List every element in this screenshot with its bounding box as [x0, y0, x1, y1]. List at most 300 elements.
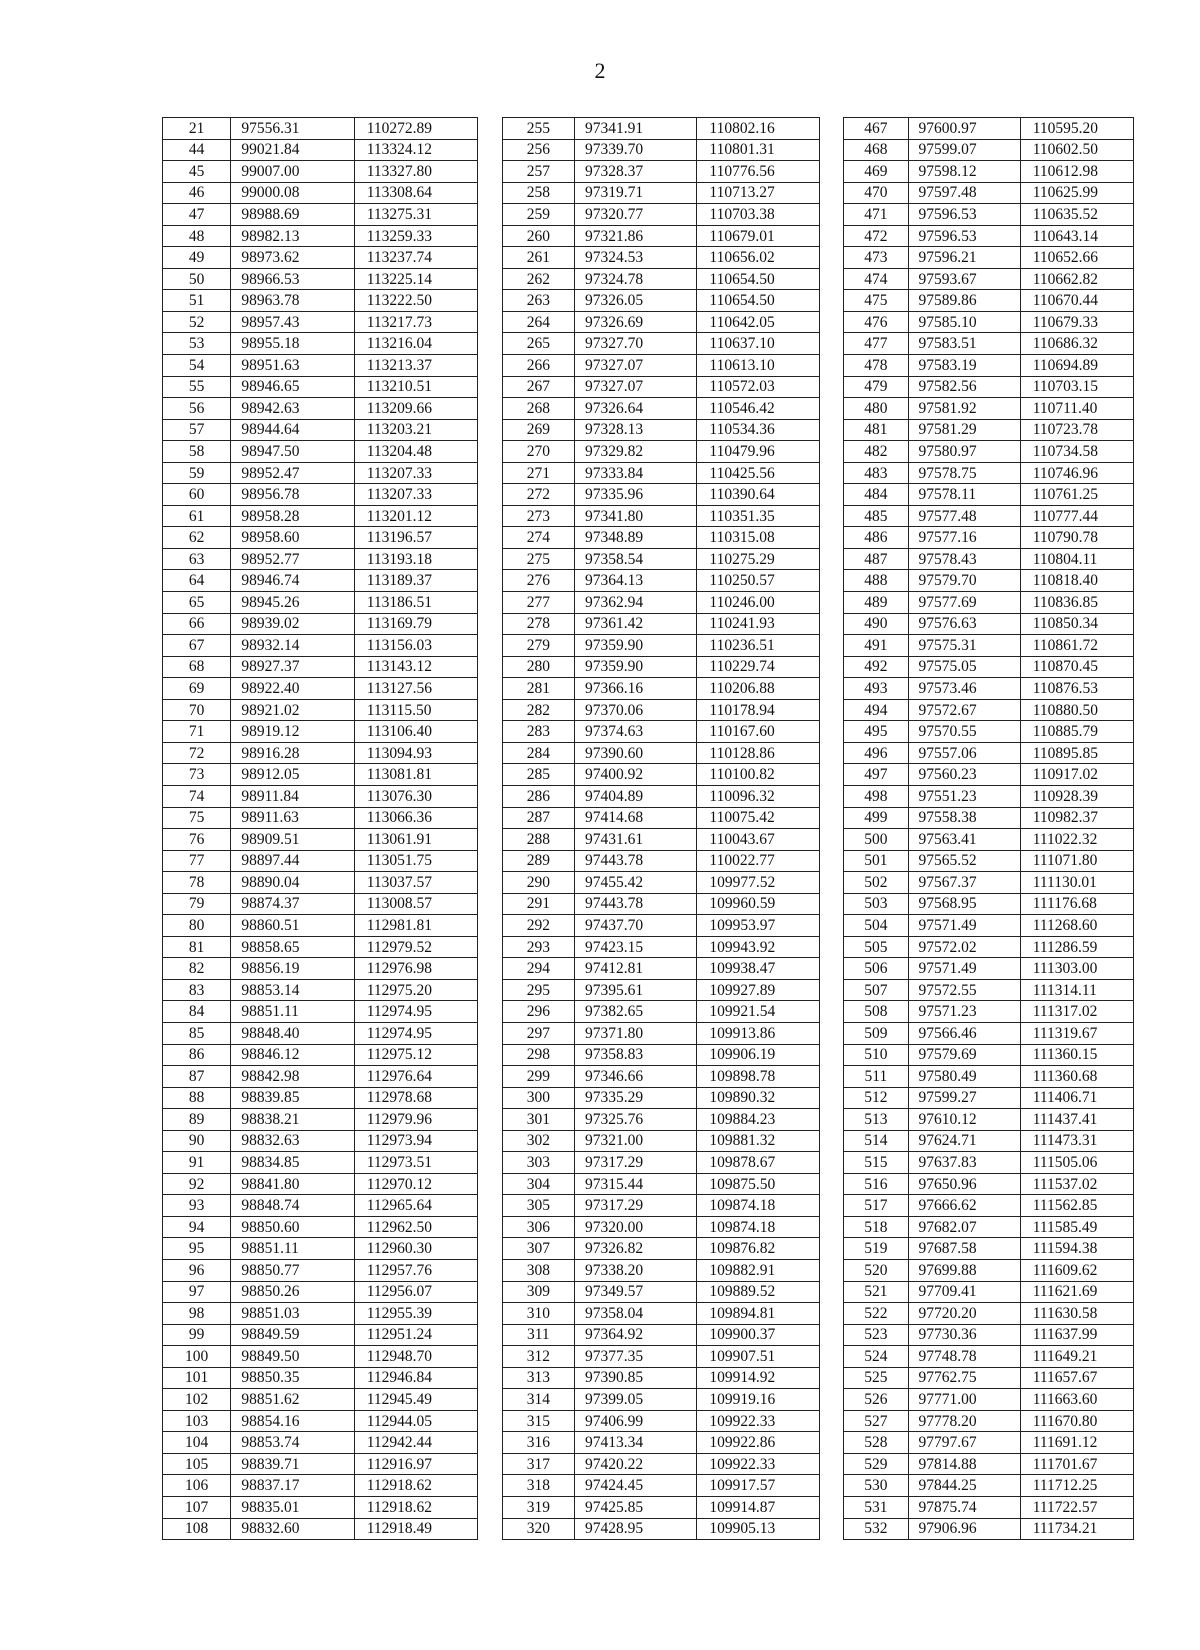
column-group-spacer	[819, 958, 843, 980]
right-y-coordinate-cell: 111657.67	[1020, 1367, 1133, 1389]
table-row	[163, 1410, 1134, 1432]
middle-y-coordinate-cell: 110206.88	[697, 678, 819, 700]
middle-point-number-cell: 289	[502, 850, 574, 872]
right-x-coordinate-cell: 97558.38	[908, 807, 1020, 829]
left-y-coordinate-cell: 113169.79	[354, 613, 477, 635]
left-point-number-cell: 21	[163, 118, 231, 140]
table-row	[163, 1001, 1134, 1023]
right-x-coordinate-cell: 97687.58	[908, 1238, 1020, 1260]
left-x-coordinate-cell: 98839.85	[231, 1087, 354, 1109]
left-y-coordinate-cell: 113209.66	[354, 398, 477, 420]
left-x-coordinate-cell: 98945.26	[231, 592, 354, 614]
middle-y-coordinate-cell: 110100.82	[697, 764, 819, 786]
left-y-coordinate-cell: 113156.03	[354, 635, 477, 657]
middle-y-coordinate-cell: 109906.19	[697, 1044, 819, 1066]
middle-point-number-cell: 308	[502, 1259, 574, 1281]
column-group-spacer	[819, 1259, 843, 1281]
left-x-coordinate-cell: 98958.60	[231, 527, 354, 549]
left-x-coordinate-cell: 98911.84	[231, 785, 354, 807]
left-y-coordinate-cell: 113008.57	[354, 893, 477, 915]
right-y-coordinate-cell: 110804.11	[1020, 548, 1133, 570]
left-point-number-cell: 80	[163, 915, 231, 937]
middle-x-coordinate-cell: 97325.76	[575, 1109, 697, 1131]
right-y-coordinate-cell: 111505.06	[1020, 1152, 1133, 1174]
left-point-number-cell: 77	[163, 850, 231, 872]
middle-x-coordinate-cell: 97341.91	[575, 118, 697, 140]
middle-point-number-cell: 275	[502, 548, 574, 570]
right-point-number-cell: 507	[844, 979, 908, 1001]
table-row	[163, 764, 1134, 786]
column-group-spacer	[819, 118, 843, 140]
middle-point-number-cell: 266	[502, 355, 574, 377]
middle-y-coordinate-cell: 110546.42	[697, 398, 819, 420]
middle-y-coordinate-cell: 109977.52	[697, 872, 819, 894]
middle-x-coordinate-cell: 97437.70	[575, 915, 697, 937]
right-y-coordinate-cell: 110635.52	[1020, 204, 1133, 226]
column-group-spacer	[478, 1389, 502, 1411]
column-group-spacer	[478, 742, 502, 764]
column-group-spacer	[819, 1044, 843, 1066]
right-point-number-cell: 467	[844, 118, 908, 140]
middle-y-coordinate-cell: 109898.78	[697, 1066, 819, 1088]
left-y-coordinate-cell: 113308.64	[354, 182, 477, 204]
right-x-coordinate-cell: 97596.53	[908, 204, 1020, 226]
middle-x-coordinate-cell: 97359.90	[575, 635, 697, 657]
left-x-coordinate-cell: 98911.63	[231, 807, 354, 829]
right-y-coordinate-cell: 110982.37	[1020, 807, 1133, 829]
left-x-coordinate-cell: 98897.44	[231, 850, 354, 872]
middle-x-coordinate-cell: 97443.78	[575, 893, 697, 915]
middle-x-coordinate-cell: 97455.42	[575, 872, 697, 894]
right-x-coordinate-cell: 97565.52	[908, 850, 1020, 872]
middle-point-number-cell: 283	[502, 721, 574, 743]
left-x-coordinate-cell: 98952.77	[231, 548, 354, 570]
middle-y-coordinate-cell: 109922.33	[697, 1453, 819, 1475]
right-y-coordinate-cell: 111712.25	[1020, 1475, 1133, 1497]
right-x-coordinate-cell: 97578.75	[908, 462, 1020, 484]
right-x-coordinate-cell: 97576.63	[908, 613, 1020, 635]
right-point-number-cell: 501	[844, 850, 908, 872]
right-y-coordinate-cell: 111663.60	[1020, 1389, 1133, 1411]
right-point-number-cell: 485	[844, 505, 908, 527]
left-y-coordinate-cell: 112918.62	[354, 1497, 477, 1519]
left-y-coordinate-cell: 112957.76	[354, 1259, 477, 1281]
column-group-spacer	[478, 936, 502, 958]
table-row	[163, 1087, 1134, 1109]
middle-x-coordinate-cell: 97333.84	[575, 462, 697, 484]
right-x-coordinate-cell: 97577.48	[908, 505, 1020, 527]
right-point-number-cell: 478	[844, 355, 908, 377]
right-point-number-cell: 503	[844, 893, 908, 915]
right-y-coordinate-cell: 110686.32	[1020, 333, 1133, 355]
right-y-coordinate-cell: 110694.89	[1020, 355, 1133, 377]
middle-point-number-cell: 315	[502, 1410, 574, 1432]
middle-x-coordinate-cell: 97326.64	[575, 398, 697, 420]
middle-y-coordinate-cell: 109919.16	[697, 1389, 819, 1411]
column-group-spacer	[819, 462, 843, 484]
middle-y-coordinate-cell: 109922.33	[697, 1410, 819, 1432]
middle-x-coordinate-cell: 97366.16	[575, 678, 697, 700]
table-row	[163, 785, 1134, 807]
middle-point-number-cell: 276	[502, 570, 574, 592]
left-y-coordinate-cell: 112965.64	[354, 1195, 477, 1217]
left-point-number-cell: 101	[163, 1367, 231, 1389]
right-point-number-cell: 495	[844, 721, 908, 743]
left-point-number-cell: 60	[163, 484, 231, 506]
middle-x-coordinate-cell: 97371.80	[575, 1022, 697, 1044]
column-group-spacer	[478, 656, 502, 678]
table-row	[163, 484, 1134, 506]
middle-y-coordinate-cell: 110679.01	[697, 225, 819, 247]
column-group-spacer	[478, 161, 502, 183]
right-y-coordinate-cell: 110703.15	[1020, 376, 1133, 398]
left-x-coordinate-cell: 98850.35	[231, 1367, 354, 1389]
middle-point-number-cell: 255	[502, 118, 574, 140]
middle-y-coordinate-cell: 110572.03	[697, 376, 819, 398]
middle-x-coordinate-cell: 97420.22	[575, 1453, 697, 1475]
right-point-number-cell: 516	[844, 1173, 908, 1195]
middle-x-coordinate-cell: 97362.94	[575, 592, 697, 614]
right-point-number-cell: 498	[844, 785, 908, 807]
right-y-coordinate-cell: 111649.21	[1020, 1346, 1133, 1368]
middle-point-number-cell: 320	[502, 1518, 574, 1540]
coordinates-table-body	[163, 118, 1134, 1540]
column-group-spacer	[478, 592, 502, 614]
left-x-coordinate-cell: 98846.12	[231, 1044, 354, 1066]
column-group-spacer	[478, 915, 502, 937]
column-group-spacer	[478, 1281, 502, 1303]
left-y-coordinate-cell: 112975.20	[354, 979, 477, 1001]
middle-point-number-cell: 270	[502, 441, 574, 463]
right-x-coordinate-cell: 97730.36	[908, 1324, 1020, 1346]
middle-point-number-cell: 304	[502, 1173, 574, 1195]
left-y-coordinate-cell: 113204.48	[354, 441, 477, 463]
right-y-coordinate-cell: 111286.59	[1020, 936, 1133, 958]
column-group-spacer	[819, 656, 843, 678]
left-y-coordinate-cell: 112973.51	[354, 1152, 477, 1174]
column-group-spacer	[478, 613, 502, 635]
column-group-spacer	[478, 247, 502, 269]
middle-point-number-cell: 310	[502, 1303, 574, 1325]
left-y-coordinate-cell: 113324.12	[354, 139, 477, 161]
left-point-number-cell: 82	[163, 958, 231, 980]
column-group-spacer	[819, 1195, 843, 1217]
left-x-coordinate-cell: 98912.05	[231, 764, 354, 786]
left-x-coordinate-cell: 98946.65	[231, 376, 354, 398]
right-x-coordinate-cell: 97650.96	[908, 1173, 1020, 1195]
middle-point-number-cell: 258	[502, 182, 574, 204]
middle-x-coordinate-cell: 97346.66	[575, 1066, 697, 1088]
column-group-spacer	[819, 1109, 843, 1131]
column-group-spacer	[819, 139, 843, 161]
right-y-coordinate-cell: 110917.02	[1020, 764, 1133, 786]
right-point-number-cell: 491	[844, 635, 908, 657]
middle-y-coordinate-cell: 109890.32	[697, 1087, 819, 1109]
middle-x-coordinate-cell: 97326.69	[575, 311, 697, 333]
right-point-number-cell: 505	[844, 936, 908, 958]
left-point-number-cell: 46	[163, 182, 231, 204]
table-row	[163, 721, 1134, 743]
right-y-coordinate-cell: 110643.14	[1020, 225, 1133, 247]
table-row	[163, 829, 1134, 851]
right-y-coordinate-cell: 110928.39	[1020, 785, 1133, 807]
middle-x-coordinate-cell: 97328.37	[575, 161, 697, 183]
left-point-number-cell: 74	[163, 785, 231, 807]
left-point-number-cell: 69	[163, 678, 231, 700]
left-y-coordinate-cell: 113222.50	[354, 290, 477, 312]
right-point-number-cell: 512	[844, 1087, 908, 1109]
left-point-number-cell: 72	[163, 742, 231, 764]
middle-point-number-cell: 263	[502, 290, 574, 312]
middle-y-coordinate-cell: 109914.87	[697, 1497, 819, 1519]
right-y-coordinate-cell: 111437.41	[1020, 1109, 1133, 1131]
middle-x-coordinate-cell: 97399.05	[575, 1389, 697, 1411]
middle-y-coordinate-cell: 110479.96	[697, 441, 819, 463]
middle-y-coordinate-cell: 109878.67	[697, 1152, 819, 1174]
left-x-coordinate-cell: 98922.40	[231, 678, 354, 700]
left-y-coordinate-cell: 113106.40	[354, 721, 477, 743]
column-group-spacer	[819, 268, 843, 290]
middle-y-coordinate-cell: 109905.13	[697, 1518, 819, 1540]
column-group-spacer	[478, 1066, 502, 1088]
middle-x-coordinate-cell: 97358.04	[575, 1303, 697, 1325]
middle-point-number-cell: 282	[502, 699, 574, 721]
column-group-spacer	[478, 1453, 502, 1475]
middle-point-number-cell: 259	[502, 204, 574, 226]
column-group-spacer	[478, 311, 502, 333]
table-row	[163, 1259, 1134, 1281]
left-x-coordinate-cell: 98956.78	[231, 484, 354, 506]
right-y-coordinate-cell: 111360.15	[1020, 1044, 1133, 1066]
right-y-coordinate-cell: 110612.98	[1020, 161, 1133, 183]
left-x-coordinate-cell: 98957.43	[231, 311, 354, 333]
table-row	[163, 1367, 1134, 1389]
right-point-number-cell: 472	[844, 225, 908, 247]
right-y-coordinate-cell: 111691.12	[1020, 1432, 1133, 1454]
left-x-coordinate-cell: 98944.64	[231, 419, 354, 441]
right-x-coordinate-cell: 97563.41	[908, 829, 1020, 851]
column-group-spacer	[819, 441, 843, 463]
left-y-coordinate-cell: 112948.70	[354, 1346, 477, 1368]
table-row	[163, 1216, 1134, 1238]
middle-y-coordinate-cell: 110022.77	[697, 850, 819, 872]
middle-y-coordinate-cell: 110351.35	[697, 505, 819, 527]
middle-x-coordinate-cell: 97321.00	[575, 1130, 697, 1152]
middle-x-coordinate-cell: 97423.15	[575, 936, 697, 958]
right-y-coordinate-cell: 110734.58	[1020, 441, 1133, 463]
column-group-spacer	[819, 484, 843, 506]
left-x-coordinate-cell: 98853.14	[231, 979, 354, 1001]
middle-x-coordinate-cell: 97329.82	[575, 441, 697, 463]
middle-y-coordinate-cell: 109953.97	[697, 915, 819, 937]
right-y-coordinate-cell: 111176.68	[1020, 893, 1133, 915]
right-x-coordinate-cell: 97572.02	[908, 936, 1020, 958]
left-y-coordinate-cell: 113207.33	[354, 484, 477, 506]
right-x-coordinate-cell: 97575.31	[908, 635, 1020, 657]
right-x-coordinate-cell: 97579.69	[908, 1044, 1020, 1066]
right-point-number-cell: 476	[844, 311, 908, 333]
left-y-coordinate-cell: 113037.57	[354, 872, 477, 894]
middle-x-coordinate-cell: 97431.61	[575, 829, 697, 851]
right-y-coordinate-cell: 111562.85	[1020, 1195, 1133, 1217]
middle-point-number-cell: 260	[502, 225, 574, 247]
left-y-coordinate-cell: 112945.49	[354, 1389, 477, 1411]
middle-point-number-cell: 257	[502, 161, 574, 183]
left-y-coordinate-cell: 113061.91	[354, 829, 477, 851]
left-x-coordinate-cell: 98982.13	[231, 225, 354, 247]
table-row	[163, 161, 1134, 183]
right-point-number-cell: 468	[844, 139, 908, 161]
left-y-coordinate-cell: 112955.39	[354, 1303, 477, 1325]
column-group-spacer	[478, 1001, 502, 1023]
right-x-coordinate-cell: 97568.95	[908, 893, 1020, 915]
right-x-coordinate-cell: 97637.83	[908, 1152, 1020, 1174]
right-y-coordinate-cell: 110723.78	[1020, 419, 1133, 441]
left-point-number-cell: 64	[163, 570, 231, 592]
middle-point-number-cell: 293	[502, 936, 574, 958]
left-y-coordinate-cell: 113189.37	[354, 570, 477, 592]
middle-point-number-cell: 267	[502, 376, 574, 398]
left-point-number-cell: 102	[163, 1389, 231, 1411]
right-x-coordinate-cell: 97597.48	[908, 182, 1020, 204]
left-point-number-cell: 56	[163, 398, 231, 420]
middle-y-coordinate-cell: 109907.51	[697, 1346, 819, 1368]
column-group-spacer	[478, 570, 502, 592]
right-point-number-cell: 492	[844, 656, 908, 678]
left-x-coordinate-cell: 98851.03	[231, 1303, 354, 1325]
middle-x-coordinate-cell: 97327.07	[575, 376, 697, 398]
middle-x-coordinate-cell: 97321.86	[575, 225, 697, 247]
right-y-coordinate-cell: 110818.40	[1020, 570, 1133, 592]
left-x-coordinate-cell: 97556.31	[231, 118, 354, 140]
middle-point-number-cell: 278	[502, 613, 574, 635]
right-x-coordinate-cell: 97762.75	[908, 1367, 1020, 1389]
column-group-spacer	[478, 1152, 502, 1174]
middle-x-coordinate-cell: 97404.89	[575, 785, 697, 807]
table-row	[163, 247, 1134, 269]
right-point-number-cell: 500	[844, 829, 908, 851]
column-group-spacer	[478, 1346, 502, 1368]
right-y-coordinate-cell: 111317.02	[1020, 1001, 1133, 1023]
table-row	[163, 376, 1134, 398]
left-x-coordinate-cell: 98850.77	[231, 1259, 354, 1281]
right-x-coordinate-cell: 97748.78	[908, 1346, 1020, 1368]
left-point-number-cell: 53	[163, 333, 231, 355]
column-group-spacer	[819, 936, 843, 958]
right-x-coordinate-cell: 97585.10	[908, 311, 1020, 333]
left-x-coordinate-cell: 98848.74	[231, 1195, 354, 1217]
middle-point-number-cell: 265	[502, 333, 574, 355]
column-group-spacer	[819, 570, 843, 592]
column-group-spacer	[478, 548, 502, 570]
left-x-coordinate-cell: 98850.60	[231, 1216, 354, 1238]
middle-y-coordinate-cell: 109917.57	[697, 1475, 819, 1497]
right-y-coordinate-cell: 110595.20	[1020, 118, 1133, 140]
right-x-coordinate-cell: 97589.86	[908, 290, 1020, 312]
column-group-spacer	[819, 161, 843, 183]
right-y-coordinate-cell: 110662.82	[1020, 268, 1133, 290]
middle-point-number-cell: 268	[502, 398, 574, 420]
right-y-coordinate-cell: 110679.33	[1020, 311, 1133, 333]
right-x-coordinate-cell: 97699.88	[908, 1259, 1020, 1281]
right-y-coordinate-cell: 111022.32	[1020, 829, 1133, 851]
middle-point-number-cell: 299	[502, 1066, 574, 1088]
left-point-number-cell: 50	[163, 268, 231, 290]
table-row	[163, 613, 1134, 635]
left-y-coordinate-cell: 112962.50	[354, 1216, 477, 1238]
column-group-spacer	[819, 742, 843, 764]
middle-y-coordinate-cell: 110425.56	[697, 462, 819, 484]
middle-x-coordinate-cell: 97390.85	[575, 1367, 697, 1389]
middle-x-coordinate-cell: 97349.57	[575, 1281, 697, 1303]
column-group-spacer	[819, 204, 843, 226]
column-group-spacer	[478, 979, 502, 1001]
right-point-number-cell: 479	[844, 376, 908, 398]
right-x-coordinate-cell: 97666.62	[908, 1195, 1020, 1217]
left-x-coordinate-cell: 98951.63	[231, 355, 354, 377]
left-point-number-cell: 81	[163, 936, 231, 958]
right-point-number-cell: 497	[844, 764, 908, 786]
right-y-coordinate-cell: 110790.78	[1020, 527, 1133, 549]
table-row	[163, 1066, 1134, 1088]
left-y-coordinate-cell: 112976.98	[354, 958, 477, 980]
column-group-spacer	[478, 1475, 502, 1497]
left-y-coordinate-cell: 113237.74	[354, 247, 477, 269]
left-point-number-cell: 63	[163, 548, 231, 570]
middle-point-number-cell: 264	[502, 311, 574, 333]
right-y-coordinate-cell: 111609.62	[1020, 1259, 1133, 1281]
column-group-spacer	[478, 441, 502, 463]
left-x-coordinate-cell: 98851.11	[231, 1238, 354, 1260]
right-y-coordinate-cell: 110885.79	[1020, 721, 1133, 743]
left-x-coordinate-cell: 98849.59	[231, 1324, 354, 1346]
column-group-spacer	[819, 419, 843, 441]
right-x-coordinate-cell: 97578.43	[908, 548, 1020, 570]
right-point-number-cell: 513	[844, 1109, 908, 1131]
left-x-coordinate-cell: 98919.12	[231, 721, 354, 743]
table-row	[163, 1173, 1134, 1195]
right-x-coordinate-cell: 97624.71	[908, 1130, 1020, 1152]
middle-x-coordinate-cell: 97324.78	[575, 268, 697, 290]
table-row	[163, 419, 1134, 441]
right-x-coordinate-cell: 97778.20	[908, 1410, 1020, 1432]
middle-x-coordinate-cell: 97364.92	[575, 1324, 697, 1346]
column-group-spacer	[819, 979, 843, 1001]
right-x-coordinate-cell: 97844.25	[908, 1475, 1020, 1497]
right-x-coordinate-cell: 97572.67	[908, 699, 1020, 721]
column-group-spacer	[478, 1497, 502, 1519]
table-row	[163, 893, 1134, 915]
middle-x-coordinate-cell: 97443.78	[575, 850, 697, 872]
middle-y-coordinate-cell: 109889.52	[697, 1281, 819, 1303]
right-point-number-cell: 508	[844, 1001, 908, 1023]
left-y-coordinate-cell: 113213.37	[354, 355, 477, 377]
column-group-spacer	[478, 1410, 502, 1432]
column-group-spacer	[478, 635, 502, 657]
left-point-number-cell: 70	[163, 699, 231, 721]
left-y-coordinate-cell: 112979.52	[354, 936, 477, 958]
middle-x-coordinate-cell: 97328.13	[575, 419, 697, 441]
right-y-coordinate-cell: 110870.45	[1020, 656, 1133, 678]
column-group-spacer	[478, 807, 502, 829]
middle-point-number-cell: 292	[502, 915, 574, 937]
right-point-number-cell: 504	[844, 915, 908, 937]
right-x-coordinate-cell: 97580.49	[908, 1066, 1020, 1088]
column-group-spacer	[478, 1324, 502, 1346]
right-point-number-cell: 521	[844, 1281, 908, 1303]
right-point-number-cell: 484	[844, 484, 908, 506]
right-point-number-cell: 524	[844, 1346, 908, 1368]
